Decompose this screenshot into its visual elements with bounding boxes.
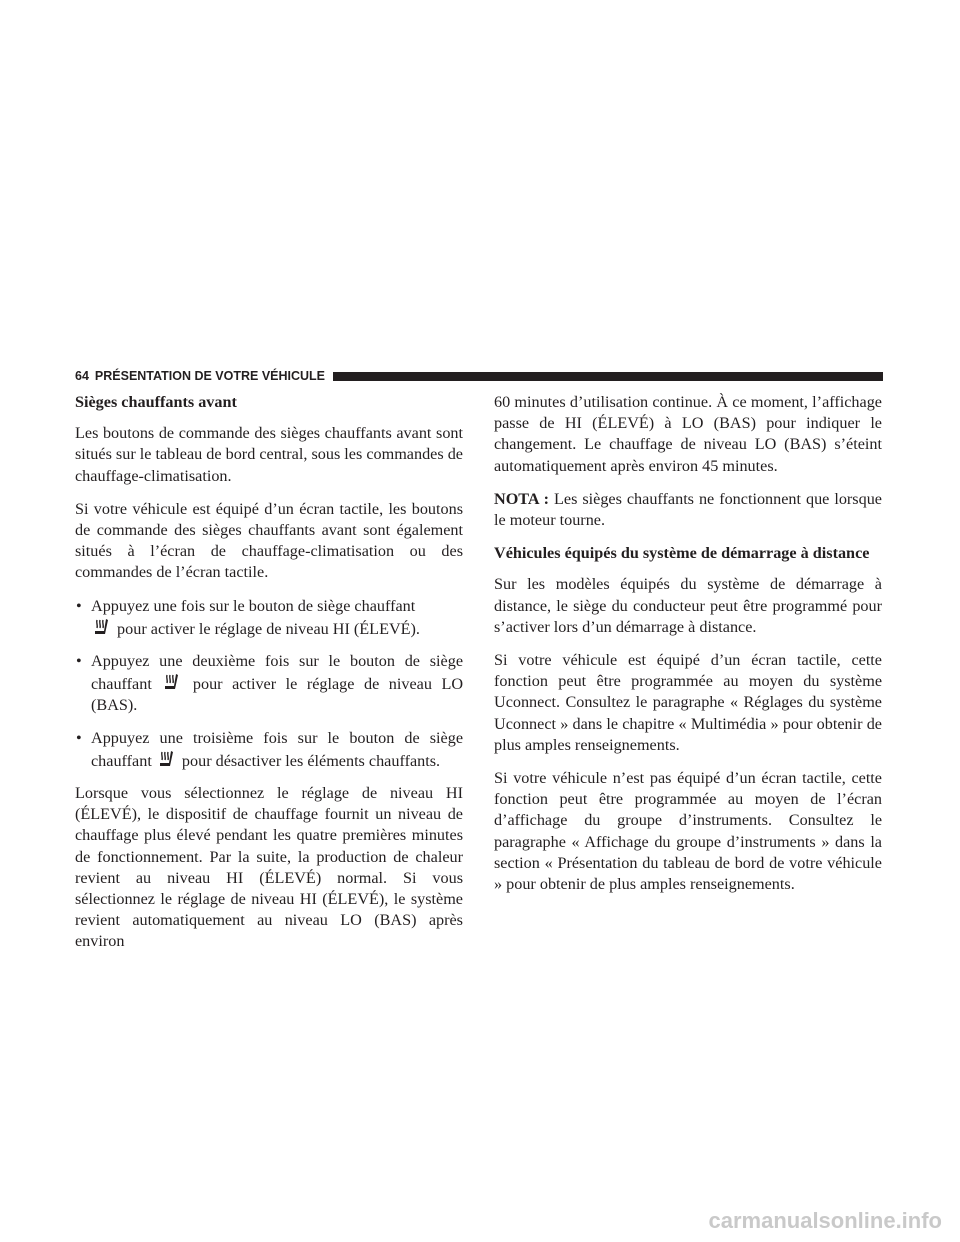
list-item-text-after: pour désactiver les éléments chauffants. — [181, 751, 441, 770]
heated-seat-icon — [91, 617, 111, 637]
list-item-text-after: pour activer le réglage de niveau HI (ÉLEVÉ). — [117, 619, 420, 638]
section-title: PRÉSENTATION DE VOTRE VÉHICULE — [94, 369, 326, 383]
list-item — [75, 728, 463, 772]
bullet-dot: • — [76, 728, 82, 747]
list-item-text-before: Appuyez une troisième fois sur le bouton de siège chauffant — [91, 728, 463, 770]
page-header — [75, 368, 883, 384]
remote-start-heading: Véhicules équipés du système de démarrage à distance — [494, 544, 870, 563]
heated-seats-heading: Sièges chauffants avant — [75, 393, 237, 411]
paragraph: Lorsque vous sélectionnez le réglage de niveau HI (ÉLEVÉ), le dispositif de chauffage fournit un niveau de chauffage plus élevé pendant les quatre premières minutes de fonctionnement. Par la suite, la production de chaleur revient au niveau HI (ÉLEVÉ) normal. Si vous sélectionnez le réglage de niveau HI (ÉLEVÉ), le système revient automatiquement au niveau LO (BAS) après environ — [75, 784, 463, 951]
right-column — [494, 392, 882, 907]
header-rule — [333, 372, 883, 381]
note-text: Les sièges chauffants ne fonctionnent que lorsque le moteur tourne. — [494, 489, 882, 530]
list-item — [75, 651, 463, 717]
left-column — [75, 392, 463, 965]
paragraph: 60 minutes d’utilisation continue. À ce moment, l’affichage passe de HI (ÉLEVÉ) à LO (BAS) pour indiquer le changement. Le chauffage de niveau LO (BAS) s’éteint automatiquement après environ 45 minutes. — [494, 393, 882, 475]
bullet-dot: • — [76, 652, 82, 671]
heated-seat-icon — [161, 672, 181, 692]
note-label: NOTA : — [494, 489, 550, 508]
list-item-text-before: Appuyez une deuxième fois sur le bouton de siège chauffant — [91, 652, 463, 694]
heated-seat-icon — [156, 749, 176, 769]
watermark: carmanualsonline.info — [708, 1208, 942, 1233]
paragraph: Sur les modèles équipés du système de démarrage à distance, le siège du conducteur peut être programmé pour s’activer lors d’un démarrage à distance. — [494, 575, 882, 636]
paragraph: Si votre véhicule est équipé d’un écran tactile, les boutons de commande des sièges chauffants avant sont également situés à l’écran de chauffage-climatisation ou des commandes de l’écran tactile. — [75, 499, 463, 582]
paragraph: Si votre véhicule est équipé d’un écran tactile, cette fonction peut être programmée au moyen du système Uconnect. Consultez le paragraphe « Réglages du système Uconnect » dans le chapitre « Multimédia » pour obtenir de plus amples renseignements. — [494, 651, 882, 754]
bullet-dot: • — [76, 596, 82, 615]
page-number: 64 — [75, 369, 89, 383]
paragraph: Si votre véhicule n’est pas équipé d’un écran tactile, cette fonction peut être programmée au moyen de l’écran d’affichage du groupe d’instruments. Consultez le paragraphe « Affichage du groupe d’instruments » dans la section « Présentation du tableau de bord de votre véhicule » pour obtenir de plus amples renseignements. — [494, 769, 882, 894]
list-item-text-before: Appuyez une fois sur le bouton de siège chauffant — [91, 596, 416, 615]
note-paragraph — [494, 489, 882, 531]
list-item — [75, 596, 463, 640]
paragraph: Les boutons de commande des sièges chauffants avant sont situés sur le tableau de bord central, sous les commandes de chauffage-climatisation. — [75, 424, 463, 485]
list-item-text-after: pour activer le réglage de niveau LO (BAS). — [91, 675, 464, 715]
